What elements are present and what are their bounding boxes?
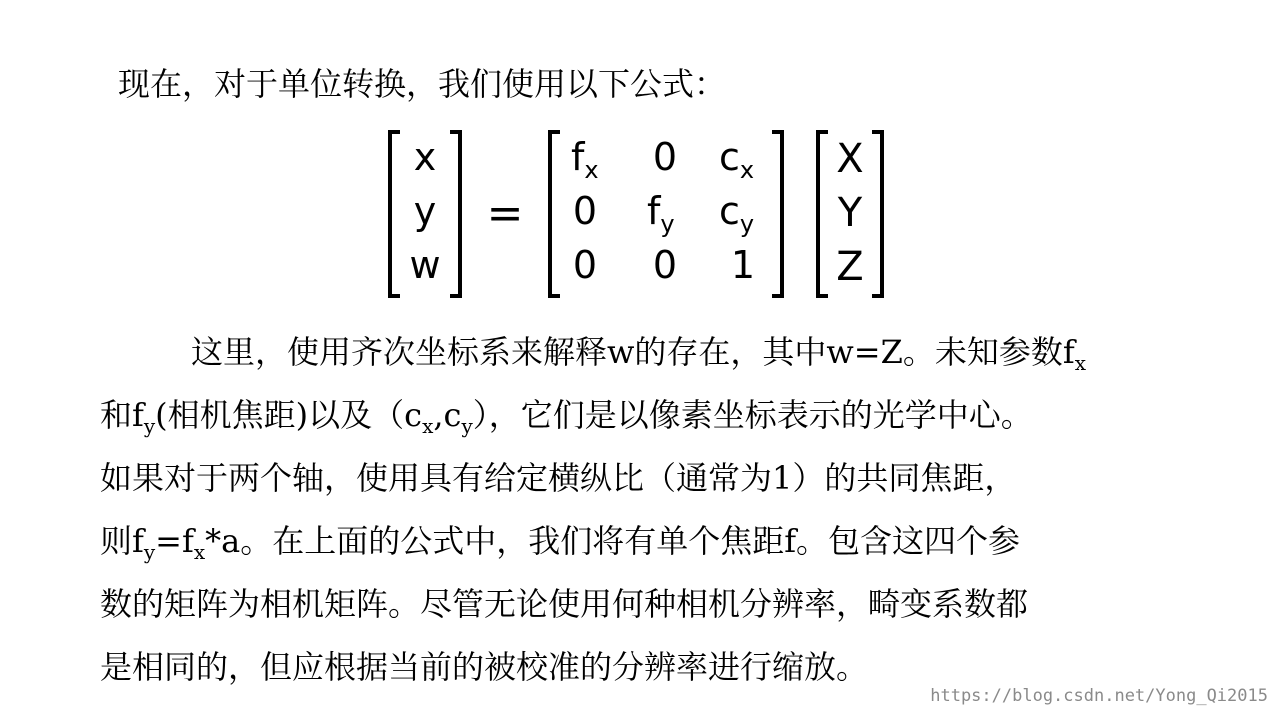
matrix-r1c2: 0	[652, 135, 678, 179]
matrix-r3c1: 0	[572, 243, 598, 287]
vector-w: w	[409, 243, 441, 287]
text-run: *a。在上面的公式中，我们将有单个焦距f。包含这四个参	[205, 522, 1021, 560]
right-vector-close-bracket	[872, 132, 882, 296]
matrix-r3c2: 0	[652, 243, 678, 287]
matrix-r2c1: 0	[572, 189, 598, 233]
text-run: 和f	[100, 396, 144, 434]
matrix-r2c3: $c_y$	[719, 189, 755, 238]
left-vector-open-bracket	[390, 132, 400, 296]
vector-y: y	[413, 189, 437, 233]
text-run: (相机焦距)以及（c	[155, 396, 423, 434]
vector-Y: Y	[837, 190, 863, 236]
matrix-r1c3: $c_x$	[719, 135, 755, 184]
matrix-open-bracket	[550, 132, 560, 296]
subscript: y	[143, 540, 156, 564]
subscript: x	[1074, 351, 1086, 375]
text-run: 这里，使用齐次坐标系来解释w的存在，其中w=Z。未知参数f	[191, 333, 1075, 371]
paragraph-line-5: 数的矩阵为相机矩阵。尽管无论使用何种相机分辨率，畸变系数都	[100, 585, 1029, 623]
text-run: =f	[155, 522, 194, 560]
subscript: x	[193, 540, 206, 564]
text-run: ），它们是以像素坐标表示的光学中心。	[472, 396, 1033, 434]
matrix-r2c2: $f_y$	[647, 189, 675, 238]
equals-sign: =	[486, 188, 524, 239]
subscript: y	[461, 414, 473, 438]
text-run: ,c	[433, 396, 462, 434]
vector-x: x	[413, 135, 437, 179]
paragraph-line-3: 如果对于两个轴，使用具有给定横纵比（通常为1）的共同焦距，	[100, 459, 1017, 497]
paragraph-line-4	[100, 510, 1250, 573]
subscript: x	[422, 414, 434, 438]
vector-Z: Z	[836, 244, 864, 290]
vector-X: X	[836, 136, 864, 182]
paragraph-line-1	[100, 321, 1250, 384]
intro-sentence: 现在，对于单位转换，我们使用以下公式：	[118, 65, 727, 103]
paragraph-line-6: 是相同的，但应根据当前的被校准的分辨率进行缩放。	[100, 648, 869, 686]
left-vector-close-bracket	[450, 132, 460, 296]
paragraph-line-2	[100, 384, 1250, 447]
camera-matrix-equation	[386, 128, 886, 300]
matrix-close-bracket	[772, 132, 782, 296]
source-watermark: https://blog.csdn.net/Yong_Qi2015	[930, 686, 1268, 706]
explanation-paragraph	[100, 321, 1250, 699]
right-vector-open-bracket	[818, 132, 828, 296]
subscript: y	[143, 414, 156, 438]
matrix-r1c1: $f_x$	[571, 135, 599, 184]
text-run: 则f	[100, 522, 144, 560]
matrix-r3c3: 1	[730, 243, 756, 287]
